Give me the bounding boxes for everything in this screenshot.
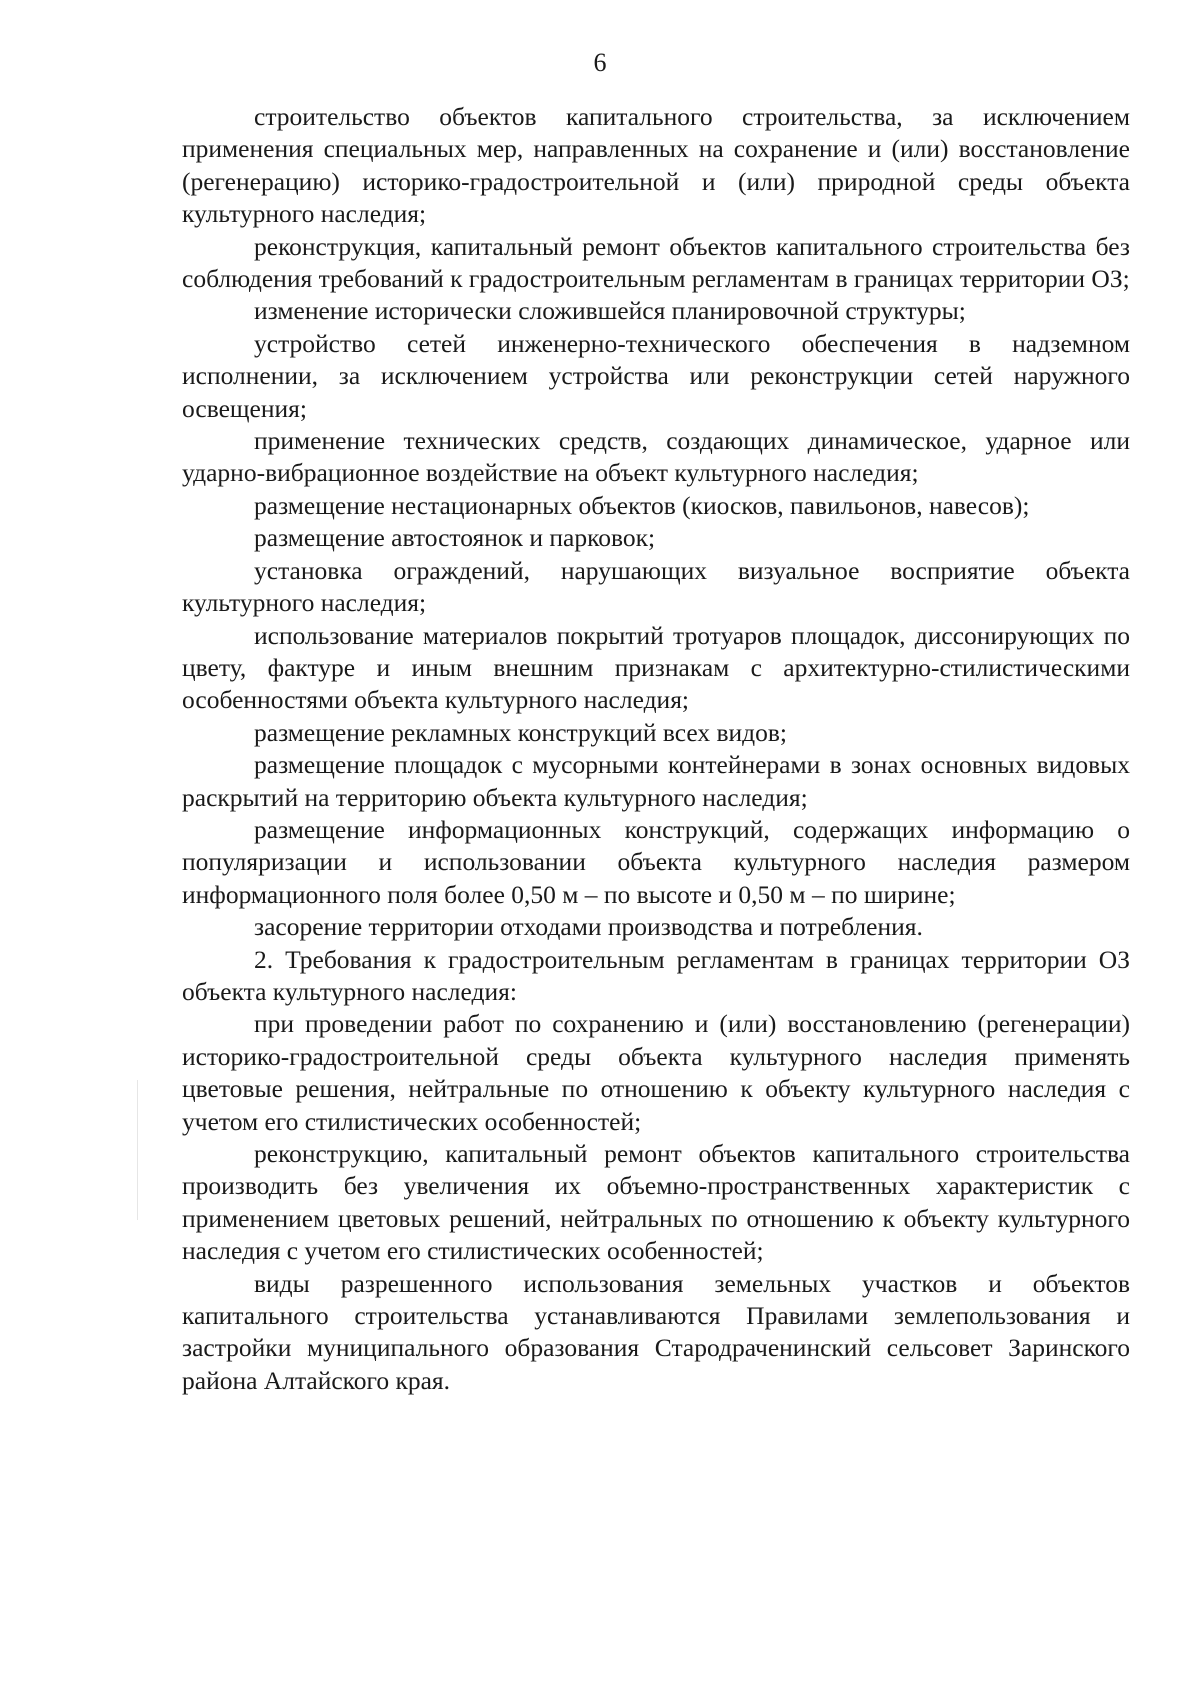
paragraph-color-solutions: при проведении работ по сохранению и (или) восстановлению (регенерации) историко-градостроительной среды объекта культурного наследия применять цветовые решения, нейтральные по отношению к объекту культурного наследия с учетом его стилистических особенностей;	[182, 1009, 1130, 1136]
paragraph-kiosks: размещение нестационарных объектов (киосков, павильонов, навесов);	[254, 490, 1030, 520]
paragraph-construction: строительство объектов капитального строительства, за исключением применения специальных мер, направленных на сохранение и (или) восстановление (регенерацию) историко-градостроительной и (или) природной среды объекта культурного наследия;	[182, 102, 1130, 229]
paragraph-permitted-use: виды разрешенного использования земельных участков и объектов капитального строительства устанавливаются Правилами землепользования и застройки муниципального образования Стародраченинский сельсовет Заринского района Алтайского края.	[182, 1268, 1130, 1395]
paragraph-waste-containers: размещение площадок с мусорными контейнерами в зонах основных видовых раскрытий на территорию объекта культурного наследия;	[182, 750, 1130, 812]
paragraph-reconstruction-requirements: реконструкцию, капитальный ремонт объектов капитального строительства производить без увеличения их объемно-пространственных характеристик с применением цветовых решений, нейтральных по отношению к объекту культурного наследия с учетом его стилистических особенностей;	[182, 1139, 1130, 1266]
paragraph-littering: засорение территории отходами производства и потребления.	[254, 912, 923, 942]
paragraph-planning-structure: изменение исторически сложившейся планировочной структуры;	[254, 296, 966, 326]
paragraph-technical-means: применение технических средств, создающих динамическое, ударное или ударно-вибрационное воздействие на объект культурного наследия;	[182, 426, 1130, 488]
paragraph-reconstruction: реконструкция, капитальный ремонт объектов капитального строительства без соблюдения требований к градостроительным регламентам в границах территории ОЗ;	[182, 231, 1130, 294]
document-body	[182, 101, 1130, 1397]
scan-margin-line	[137, 1080, 138, 1220]
paragraph-section-2-heading: 2. Требования к градостроительным регламентам в границах территории ОЗ объекта культурного наследия:	[182, 944, 1130, 1006]
page-number: 6	[593, 48, 607, 77]
paragraph-fences: установка ограждений, нарушающих визуальное восприятие объекта культурного наследия;	[182, 555, 1130, 618]
paragraph-advertising: размещение рекламных конструкций всех видов;	[254, 717, 788, 747]
paragraph-parking: размещение автостоянок и парковок;	[254, 523, 656, 553]
paragraph-networks: устройство сетей инженерно-технического обеспечения в надземном исполнении, за исключением устройства или реконструкции сетей наружного освещения;	[182, 328, 1130, 423]
paragraph-information-structures: размещение информационных конструкций, содержащих информацию о популяризации и использовании объекта культурного наследия размером информационного поля более 0,50 м – по высоте и 0,50 м – по ширине;	[182, 814, 1130, 909]
paragraph-materials: использование материалов покрытий тротуаров площадок, диссонирующих по цвету, фактуре и иным внешним признакам с архитектурно-стилистическими особенностями объекта культурного наследия;	[182, 620, 1130, 715]
